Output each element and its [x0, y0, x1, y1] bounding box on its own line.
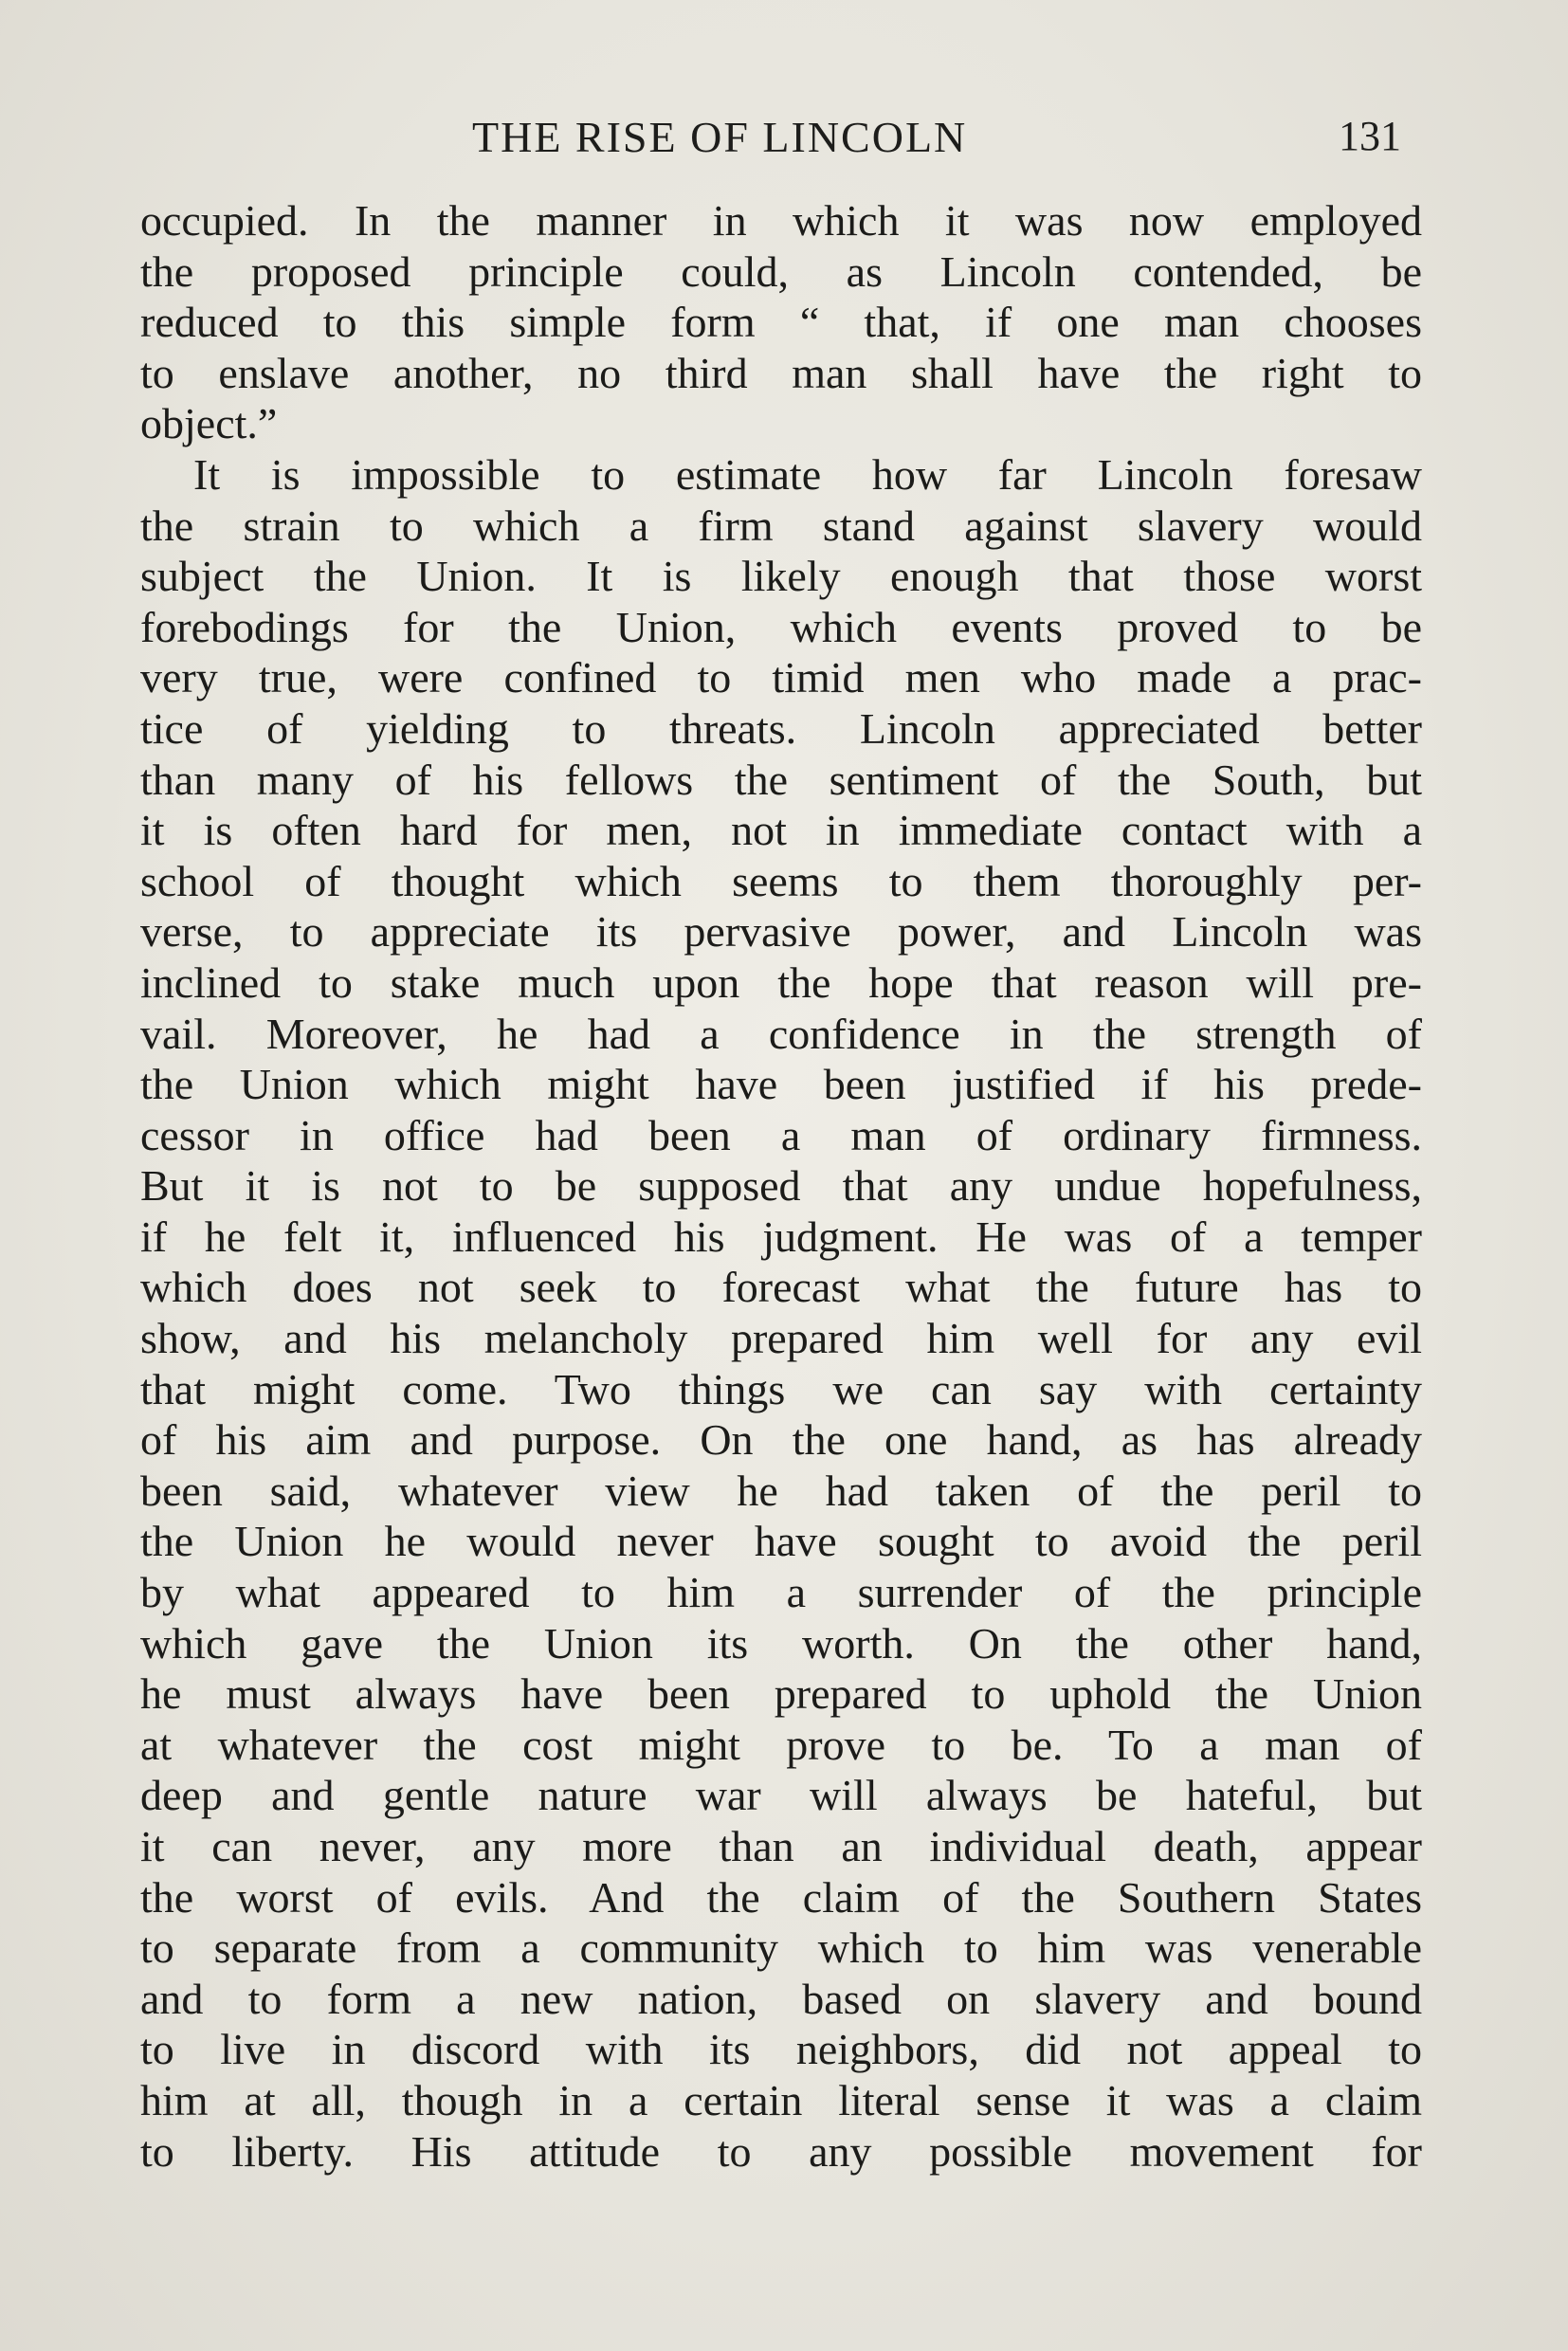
text-line: that might come. Two things we can say with certainty: [140, 1364, 1422, 1413]
text-line: him at all, though in a certain literal sense it was a claim: [140, 2075, 1422, 2124]
text-line: to enslave another, no third man shall have the right to: [140, 348, 1422, 397]
text-line: it can never, any more than an individual death, appear: [140, 1822, 1422, 1870]
text-line: subject the Union. It is likely enough that those worst: [140, 552, 1422, 601]
text-line: of his aim and purpose. On the one hand, as has already: [140, 1415, 1422, 1465]
text-line: school of thought which seems to them thoroughly per-: [140, 856, 1422, 905]
paragraph-first-line: It is impossible to estimate how far Lincoln foresaw: [193, 449, 1422, 499]
text-line: object.”: [140, 399, 278, 448]
text-line: But it is not to be supposed that any undue hopefulness,: [140, 1161, 1422, 1211]
text-line: forebodings for the Union, which events proved to be: [140, 602, 1422, 651]
text-line: the Union which might have been justified if his prede-: [140, 1060, 1422, 1109]
text-line: than many of his fellows the sentiment of the South, but: [140, 755, 1422, 804]
text-line: the Union he would never have sought to avoid the peril: [140, 1517, 1422, 1566]
text-line: the worst of evils. And the claim of the Southern States: [140, 1872, 1422, 1922]
text-line: the strain to which a firm stand against slavery would: [140, 501, 1422, 550]
page-number: 131: [1339, 113, 1401, 159]
text-line: inclined to stake much upon the hope that reason will pre-: [140, 957, 1422, 1007]
text-line: deep and gentle nature war will always be hateful, but: [140, 1771, 1422, 1820]
text-line: been said, whatever view he had taken of the peril to: [140, 1466, 1422, 1515]
text-line: to separate from a community which to him was venerable: [140, 1923, 1422, 1973]
text-line: show, and his melancholy prepared him well for any evil: [140, 1314, 1422, 1363]
text-line: which gave the Union its worth. On the other hand,: [140, 1618, 1422, 1668]
text-line: tice of yielding to threats. Lincoln appreciated better: [140, 703, 1422, 753]
text-line: the proposed principle could, as Lincoln contended, be: [140, 246, 1422, 296]
body-text: [140, 195, 1422, 2177]
text-line: by what appeared to him a surrender of the principle: [140, 1568, 1422, 1617]
text-line: verse, to appreciate its pervasive power, and Lincoln was: [140, 907, 1422, 957]
text-line: cessor in office had been a man of ordinary firmness.: [140, 1110, 1422, 1159]
text-line: which does not seek to forecast what the future has to: [140, 1263, 1422, 1312]
text-line: reduced to this simple form “ that, if one man chooses: [140, 298, 1422, 347]
text-line: at whatever the cost might prove to be. To a man of: [140, 1720, 1422, 1769]
page-header: [140, 112, 1401, 169]
text-line: and to form a new nation, based on slavery and bound: [140, 1974, 1422, 2023]
text-line: vail. Moreover, he had a confidence in the strength of: [140, 1009, 1422, 1058]
text-line: he must always have been prepared to uphold the Union: [140, 1669, 1422, 1719]
text-line: to liberty. His attitude to any possible movement for: [140, 2126, 1422, 2176]
text-line: if he felt it, influenced his judgment. He was of a temper: [140, 1212, 1422, 1261]
text-line: occupied. In the manner in which it was now employed: [140, 196, 1422, 245]
running-title: THE RISE OF LINCOLN: [472, 113, 968, 161]
text-line: to live in discord with its neighbors, did not appeal to: [140, 2025, 1422, 2074]
text-line: very true, were confined to timid men who made a prac-: [140, 653, 1422, 702]
text-line: it is often hard for men, not in immediate contact with a: [140, 806, 1422, 855]
